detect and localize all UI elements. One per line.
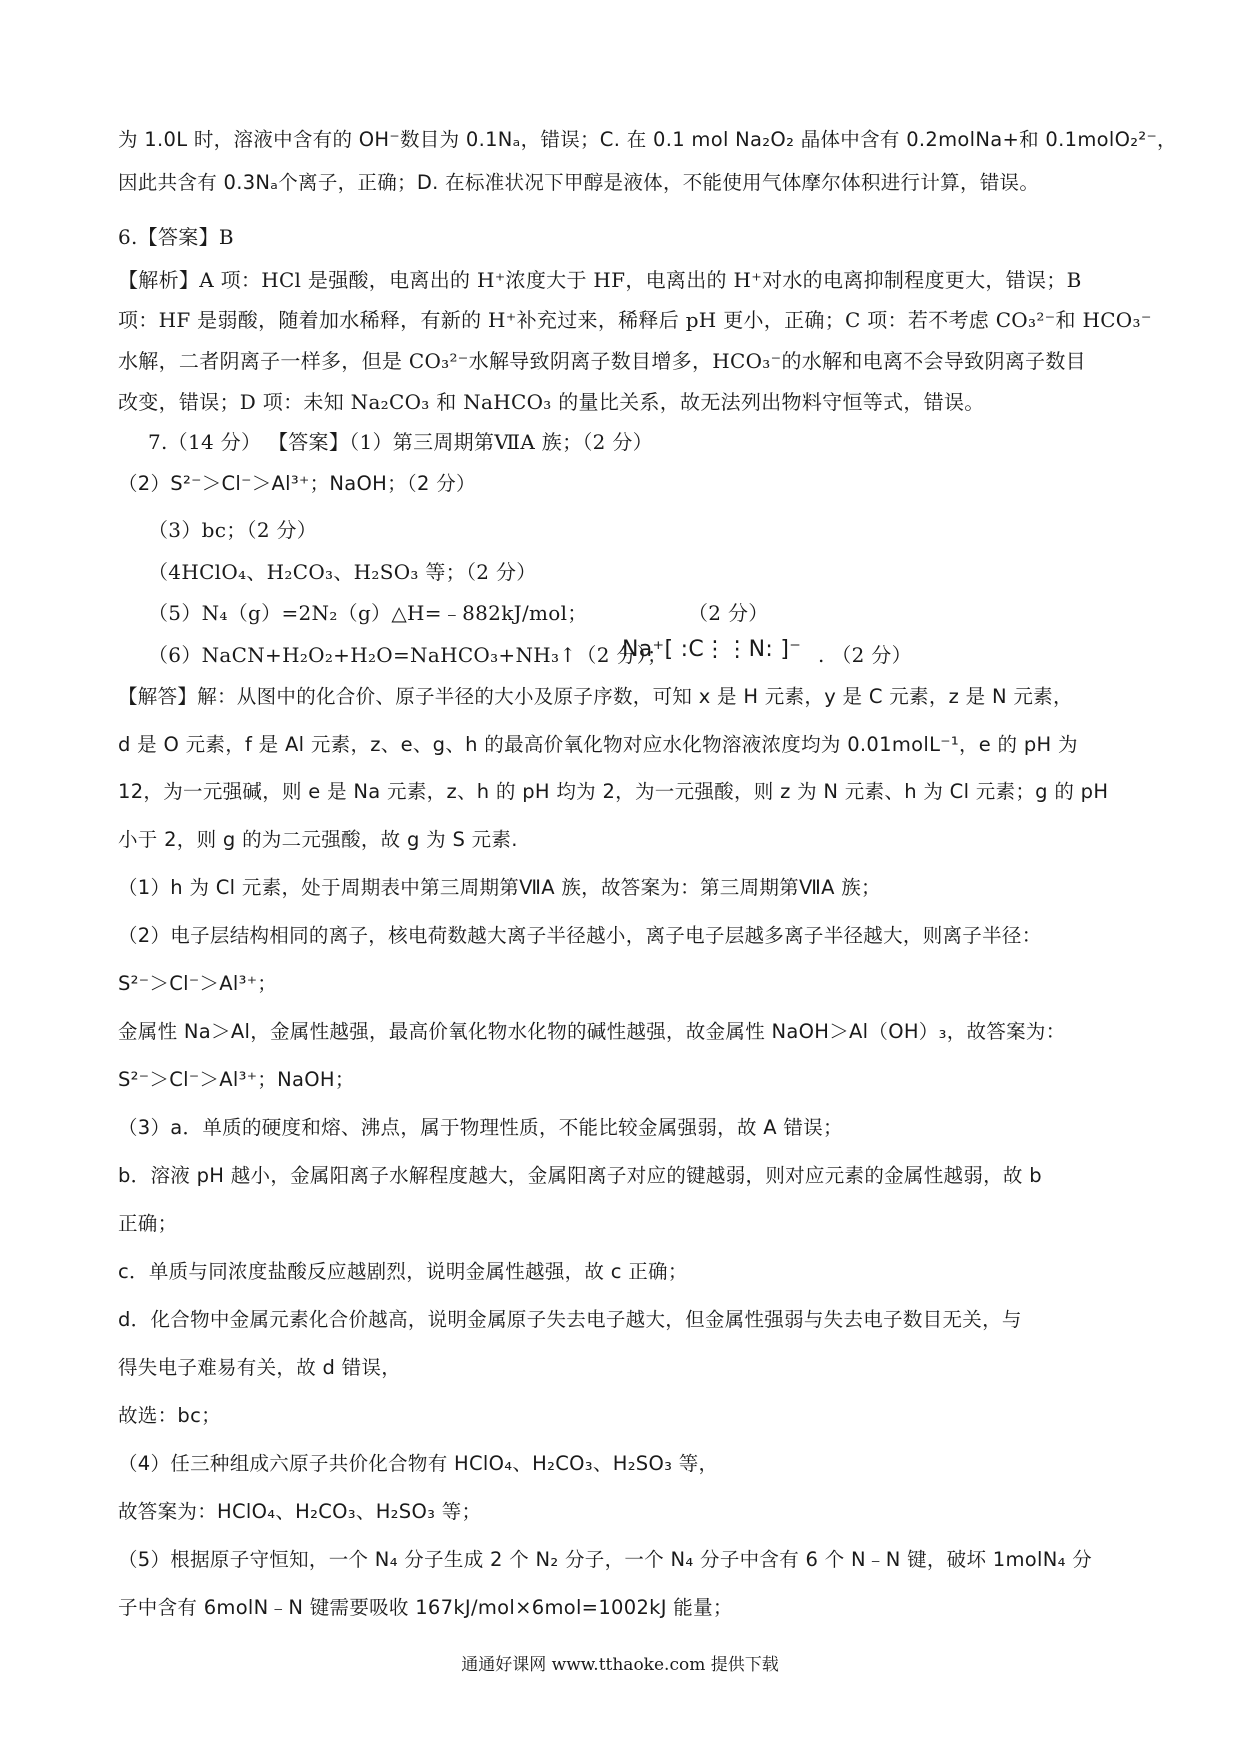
text-line: （5）N₄（g）=2N₂（g）△H=﹣882kJ/mol； <box>148 601 588 625</box>
text-line: 水解，二者阴离子一样多，但是 CO₃²⁻水解导致阴离子数目增多，HCO₃⁻的水解和电离不会导致阴离子数目 <box>118 349 1086 373</box>
score-note: . （2 分） <box>818 643 912 667</box>
text-line: （1）h 为 Cl 元素，处于周期表中第三周期第ⅦA 族，故答案为：第三周期第ⅦA 族； <box>118 876 881 899</box>
answer-7-heading: 7.（14 分） 【答案】（1）第三周期第ⅦA 族；（2 分） <box>148 430 653 454</box>
text-line: （2）电子层结构相同的离子，核电荷数越大离子半径越小，离子电子层越多离子半径越大，则离子半径： <box>118 924 1042 947</box>
text-line: 为 1.0L 时，溶液中含有的 OH⁻数目为 0.1Nₐ，错误；C. 在 0.1 mol Na₂O₂ 晶体中含有 0.2molNa+和 0.1molO₂²⁻， <box>118 128 1177 151</box>
answer-6-heading: 6.【答案】B <box>118 225 234 249</box>
page-footer: 通通好课网 www.tthaoke.com 提供下载 <box>461 1655 779 1675</box>
text-line: S²⁻＞Cl⁻＞Al³⁺；NaOH； <box>118 1068 355 1091</box>
text-line: 小于 2，则 g 的为二元强酸，故 g 为 S 元素. <box>118 828 518 851</box>
text-line: 改变，错误；D 项：未知 Na₂CO₃ 和 NaHCO₃ 的量比关系，故无法列出物料守恒等式，错误。 <box>118 390 985 414</box>
text-line: 【解析】A 项：HCl 是强酸，电离出的 H⁺浓度大于 HF，电离出的 H⁺对水的电离抑制程度更大，错误；B <box>118 268 1082 292</box>
text-line: （3）a．单质的硬度和熔、沸点，属于物理性质，不能比较金属强弱，故 A 错误； <box>118 1116 843 1139</box>
electron-formula: Na⁺[ :C⋮⋮N: ]⁻ <box>622 637 802 662</box>
text-line: 【解答】解：从图中的化合价、原子半径的大小及原子序数，可知 x 是 H 元素，y 是 C 元素，z 是 N 元素， <box>118 685 1073 708</box>
text-line: 正确； <box>118 1212 178 1235</box>
text-line: 故答案为：HClO₄、H₂CO₃、H₂SO₃ 等； <box>118 1500 482 1523</box>
text-line: （5）根据原子守恒知，一个 N₄ 分子生成 2 个 N₂ 分子，一个 N₄ 分子中含有 6 个 N﹣N 键，破坏 1molN₄ 分 <box>118 1548 1093 1571</box>
text-line: c．单质与同浓度盐酸反应越剧烈，说明金属性越强，故 c 正确； <box>118 1260 688 1283</box>
text-line: （4HClO₄、H₂CO₃、H₂SO₃ 等；（2 分） <box>148 560 537 584</box>
text-line: d．化合物中金属元素化合价越高，说明金属原子失去电子越大，但金属性强弱与失去电子数目无关，与 <box>118 1308 1022 1331</box>
text-line: 子中含有 6molN﹣N 键需要吸收 167kJ/mol×6mol=1002kJ 能量； <box>118 1596 733 1619</box>
score-note: （2 分） <box>688 601 769 625</box>
text-line: 12，为一元强碱，则 e 是 Na 元素，z、h 的 pH 均为 2，为一元强酸，则 z 为 N 元素、h 为 Cl 元素；g 的 pH <box>118 780 1109 803</box>
text-line: （4）任三种组成六原子共价化合物有 HClO₄、H₂CO₃、H₂SO₃ 等， <box>118 1452 719 1475</box>
text-line: 项：HF 是弱酸，随着加水稀释，有新的 H⁺补充过来，稀释后 pH 更小，正确；C 项：若不考虑 CO₃²⁻和 HCO₃⁻ <box>118 308 1152 332</box>
text-line: 因此共含有 0.3Nₐ个离子，正确；D. 在标准状况下甲醇是液体，不能使用气体摩尔体积进行计算，错误。 <box>118 171 1040 194</box>
text-line: （3）bc；（2 分） <box>148 518 318 542</box>
text-line: 金属性 Na＞Al，金属性越强，最高价氧化物水化物的碱性越强，故金属性 NaOH＞Al（OH）₃，故答案为： <box>118 1020 1066 1043</box>
text-line: S²⁻＞Cl⁻＞Al³⁺； <box>118 972 278 995</box>
text-line: （2）S²⁻＞Cl⁻＞Al³⁺；NaOH；（2 分） <box>118 472 476 495</box>
text-line: d 是 O 元素，f 是 Al 元素，z、e、g、h 的最高价氧化物对应水化物溶液浓度均为 0.01molL⁻¹，e 的 pH 为 <box>118 733 1078 756</box>
text-line: 故选：bc； <box>118 1404 221 1427</box>
text-line: 得失电子难易有关，故 d 错误， <box>118 1356 402 1379</box>
text-line: （6）NaCN+H₂O₂+H₂O=NaHCO₃+NH₃↑（2 分）； <box>148 643 668 667</box>
text-line: b．溶液 pH 越小，金属阳离子水解程度越大，金属阳离子对应的键越弱，则对应元素的金属性越弱，故 b <box>118 1164 1042 1187</box>
